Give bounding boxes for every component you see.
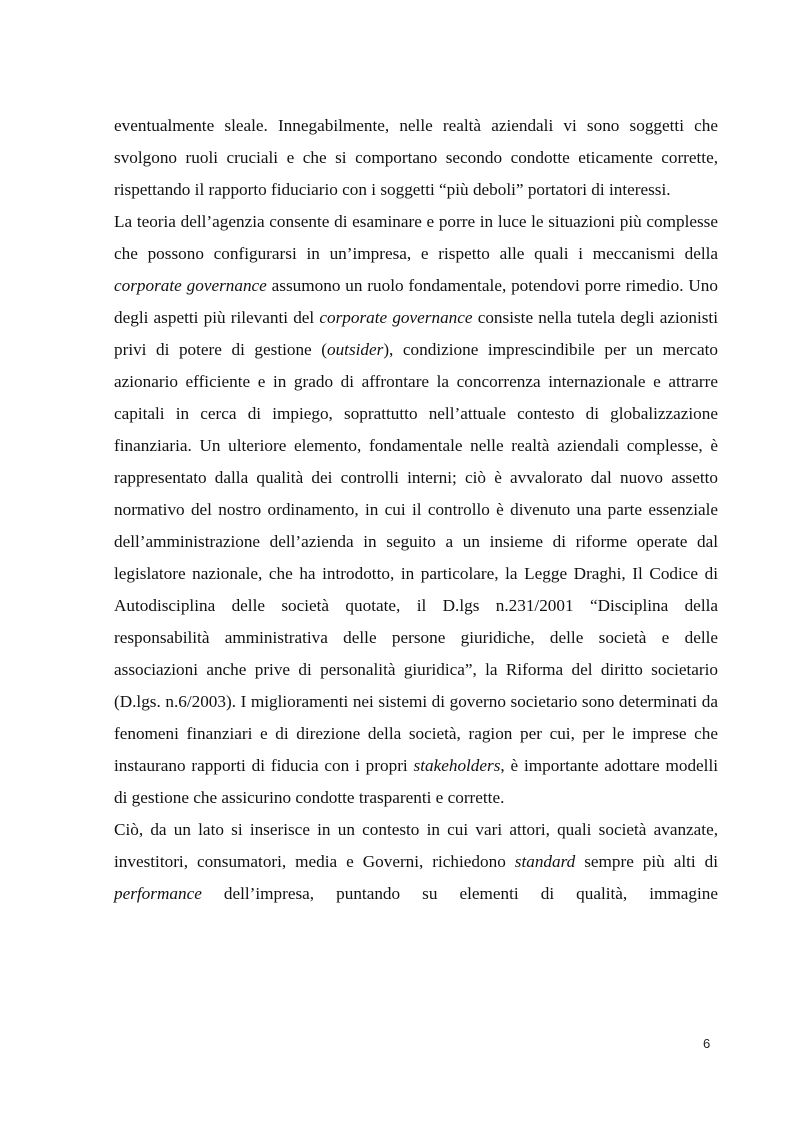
italic-term: standard — [514, 852, 576, 871]
text-run: dell’impresa, puntando su elementi di qualità, immagine — [201, 884, 718, 903]
italic-term: outsider — [326, 340, 384, 359]
text-run: consiste nella tutela degli azionisti privi di potere di gestione ( — [114, 308, 718, 359]
text-run: , è importante adottare modelli di gestione che assicurino condotte trasparenti e corrette. — [114, 756, 718, 807]
italic-term: stakeholders — [413, 756, 501, 775]
body-text — [114, 110, 718, 910]
italic-term: performance — [114, 884, 202, 903]
italic-term: corporate governance — [114, 276, 267, 295]
text-run: La teoria dell’agenzia consente di esaminare e porre in luce le situazioni più complesse che possono configurarsi in un’impresa, e rispetto alle quali i meccanismi della — [114, 212, 718, 263]
paragraph — [114, 110, 718, 206]
paragraph — [114, 814, 718, 910]
page-number: 6 — [703, 1036, 711, 1051]
paragraph — [114, 206, 718, 814]
text-run: ), condizione imprescindibile per un mercato azionario efficiente e in grado di affrontare la concorrenza internazionale e attrarre capitali in cerca di impiego, soprattutto nell’attuale contesto di globalizzazione finanziaria. Un ulteriore elemento, fondamentale nelle realtà aziendali complesse, è rappresentato dalla qualità dei controlli interni; ciò è avvalorato dal nuovo assetto normativo del nostro ordinamento, in cui il controllo è divenuto una parte essenziale dell’amministrazione dell’azienda in seguito a un insieme di riforme operate dal legislatore nazionale, che ha introdotto, in particolare, la Legge Draghi, Il Codice di Autodisciplina delle società quotate, il D.lgs n.231/2001 “Disciplina della responsabilità amministrativa delle persone giuridiche, delle società e delle associazioni anche prive di personalità giuridica”, la Riforma del diritto societario (D.lgs. n.6/2003). I miglioramenti nei sistemi di governo societario sono determinati da fenomeni finanziari e di direzione della società, ragion per cui, per le imprese che instaurano rapporti di fiducia con i propri — [114, 340, 718, 775]
text-run: Ciò, da un lato si inserisce in un contesto in cui vari attori, quali società avanzate, investitori, consumatori, media e Governi, richiedono — [114, 820, 718, 871]
text-run: eventualmente sleale. Innegabilmente, nelle realtà aziendali vi sono soggetti che svolgono ruoli cruciali e che si comportano secondo condotte eticamente corrette, rispettando il rapporto fiduciario con i soggetti “più deboli” portatori di interessi. — [114, 116, 718, 199]
italic-term: corporate governance — [319, 308, 473, 327]
text-run: sempre più alti di — [575, 852, 719, 871]
text-run: assumono un ruolo fondamentale, potendovi porre rimedio. Uno degli aspetti più rilevanti del — [114, 276, 718, 327]
